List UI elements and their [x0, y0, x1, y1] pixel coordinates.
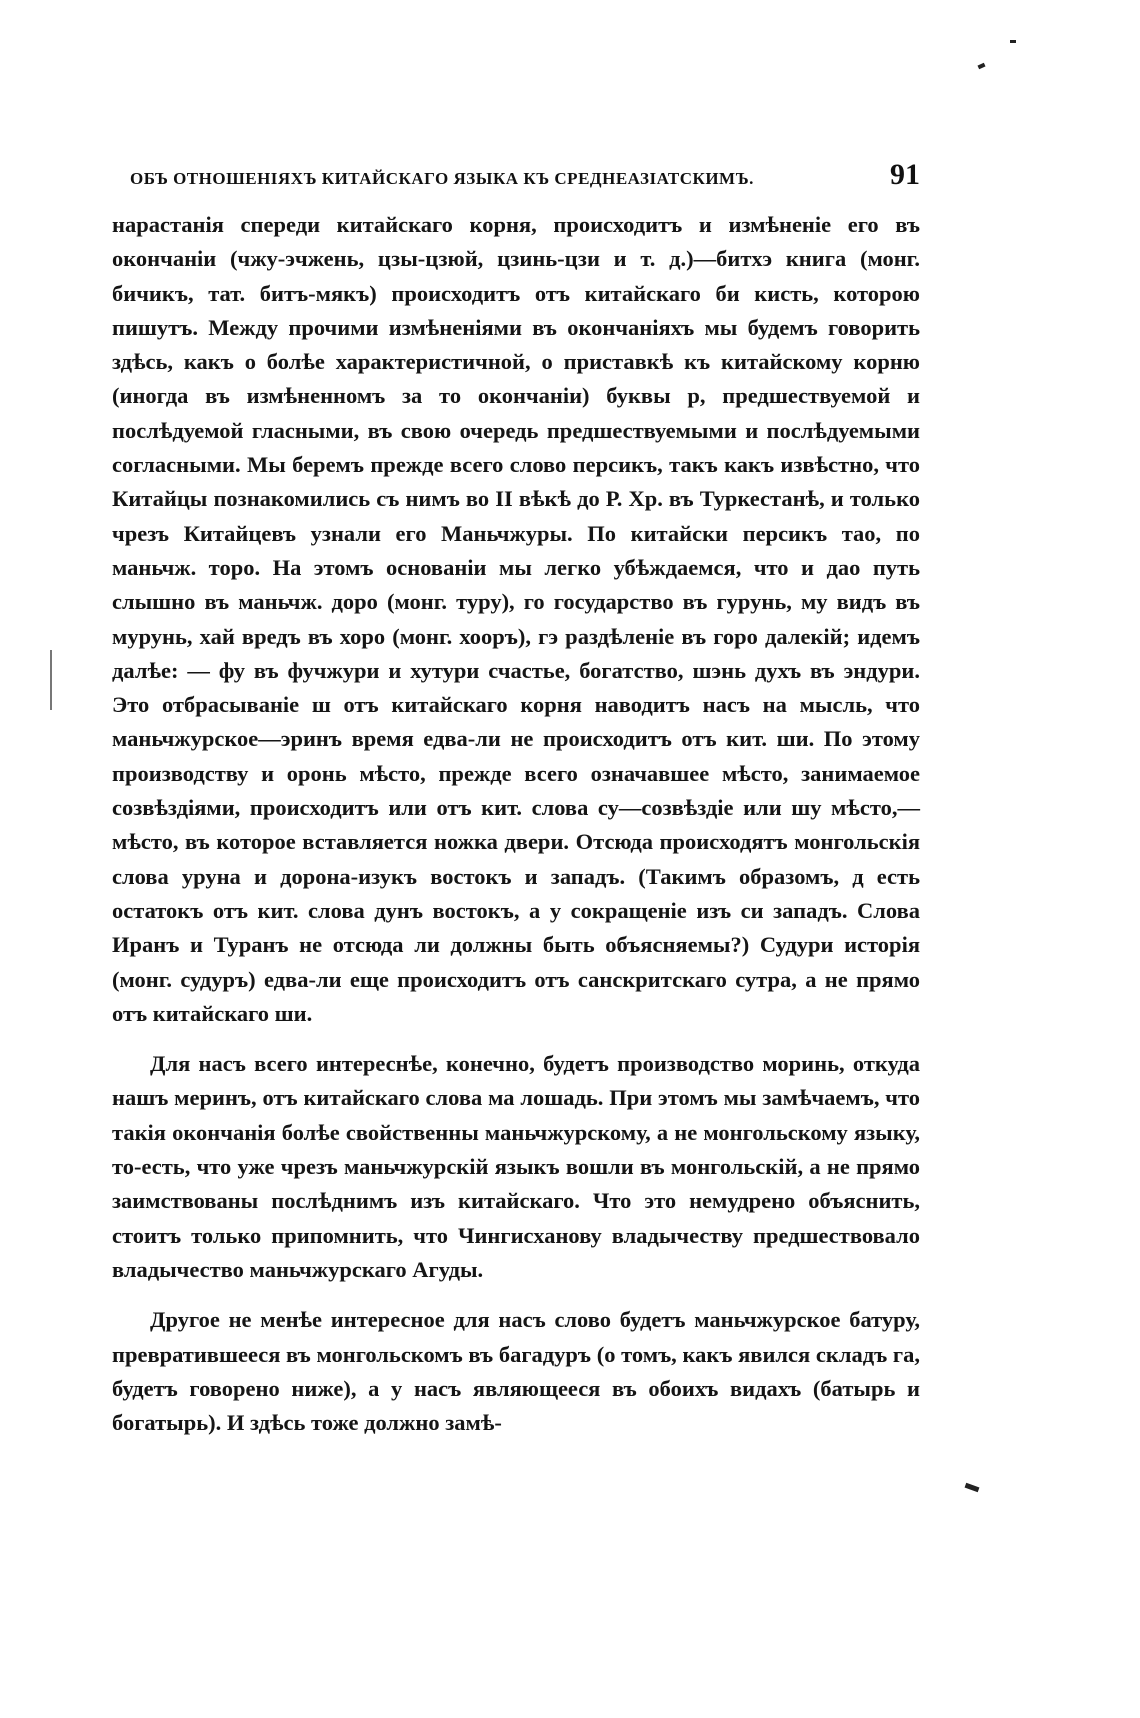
paragraph: Для насъ всего интереснѣе, конечно, будетъ производство моринь, откуда нашъ меринъ, отъ китайскаго слова ма лошадь. При этомъ мы замѣчаемъ, что такiя окончанiя болѣе свойственны маньчжурскому, а не монгольскому языку, то-есть, что уже чрезъ маньчжурскiй языкъ вошли въ монгольскiй, а не прямо заимствованы послѣднимъ изъ китайскаго. Что это немудрено объяснить, стоитъ только припомнить, что Чингисханову владычеству предшествовало владычество маньчжурскаго Агуды.: [112, 1051, 920, 1282]
scan-speck: [50, 650, 52, 710]
scan-speck: [965, 1483, 980, 1492]
page-header: [130, 158, 920, 190]
scan-speck: [1010, 40, 1016, 43]
scan-speck: [977, 63, 985, 70]
running-title: ОБЪ ОТНОШЕНIЯХЪ КИТАЙСКАГО ЯЗЫКА КЪ СРЕДНЕАЗIАТСКИМЪ.: [130, 169, 754, 188]
body-text: [112, 208, 920, 1456]
paragraph: нарастанiя спереди китайскаго корня, происходитъ и измѣненiе его въ окончанiи (чжу-эчжень, цзы-цзюй, цзинь-цзи и т. д.)—битхэ книга (монг. бичикъ, тат. битъ-мякъ) происходитъ отъ китайскаго би кисть, которою пишутъ. Между прочими измѣненiями въ окончанiяхъ мы будемъ говорить здѣсь, какъ о болѣе характеристичной, о приставкѣ къ китайскому корню (иногда въ измѣненномъ за то окончанiи) буквы р, предшествуемой и послѣдуемой гласными, въ свою очередь предшествуемыми и послѣдуемыми согласными. Мы беремъ прежде всего слово персикъ, такъ какъ извѣстно, что Китайцы познакомились съ нимъ во II вѣкѣ до Р. Хр. въ Туркестанѣ, и только чрезъ Китайцевъ узнали его Маньчжуры. По китайски персикъ тао, по маньчж. торо. На этомъ основанiи мы легко убѣждаемся, что и дао путь слышно въ маньчж. доро (монг. туру), го государство въ гурунь, му видъ въ мурунь, хай вредъ въ хоро (монг. хооръ), гэ раздѣленiе въ горо далекiй; идемъ далѣе: — фу въ фучжури и хутури счастье, богатство, шэнь духъ въ эндури. Это отбрасыванiе ш отъ китайскаго корня наводитъ насъ на мысль, что маньчжурское—эринъ время едва-ли не происходитъ отъ кит. ши. По этому производству и оронь мѣсто, прежде всего означавшее мѣсто, занимаемое созвѣздiями, происходитъ или отъ кит. слова су—созвѣздiе или шу мѣсто,—мѣсто, въ которое вставляется ножка двери. Отсюда происходятъ монгольскiя слова урунa и дорона-изукъ востокъ и западъ. (Такимъ образомъ, д есть остатокъ отъ кит. слова дунъ востокъ, а у сокращенiе изъ си западъ. Слова Иранъ и Туранъ не отсюда ли должны быть объясняемы?) Судури исторiя (монг. судуръ) едва-ли еще происходитъ отъ санскритскаго сутра, а не прямо отъ китайскаго ши.: [112, 212, 920, 1026]
page-number: 91: [890, 158, 920, 191]
paragraph: Другое не менѣе интересное для насъ слово будетъ маньчжурское батуру, превратившееся въ монгольскомъ въ багадуръ (о томъ, какъ явился складъ га, будетъ говорено ниже), а у насъ являющееся въ обоихъ видахъ (батырь и богатырь). И здѣсь тоже должно замѣ-: [112, 1307, 920, 1436]
